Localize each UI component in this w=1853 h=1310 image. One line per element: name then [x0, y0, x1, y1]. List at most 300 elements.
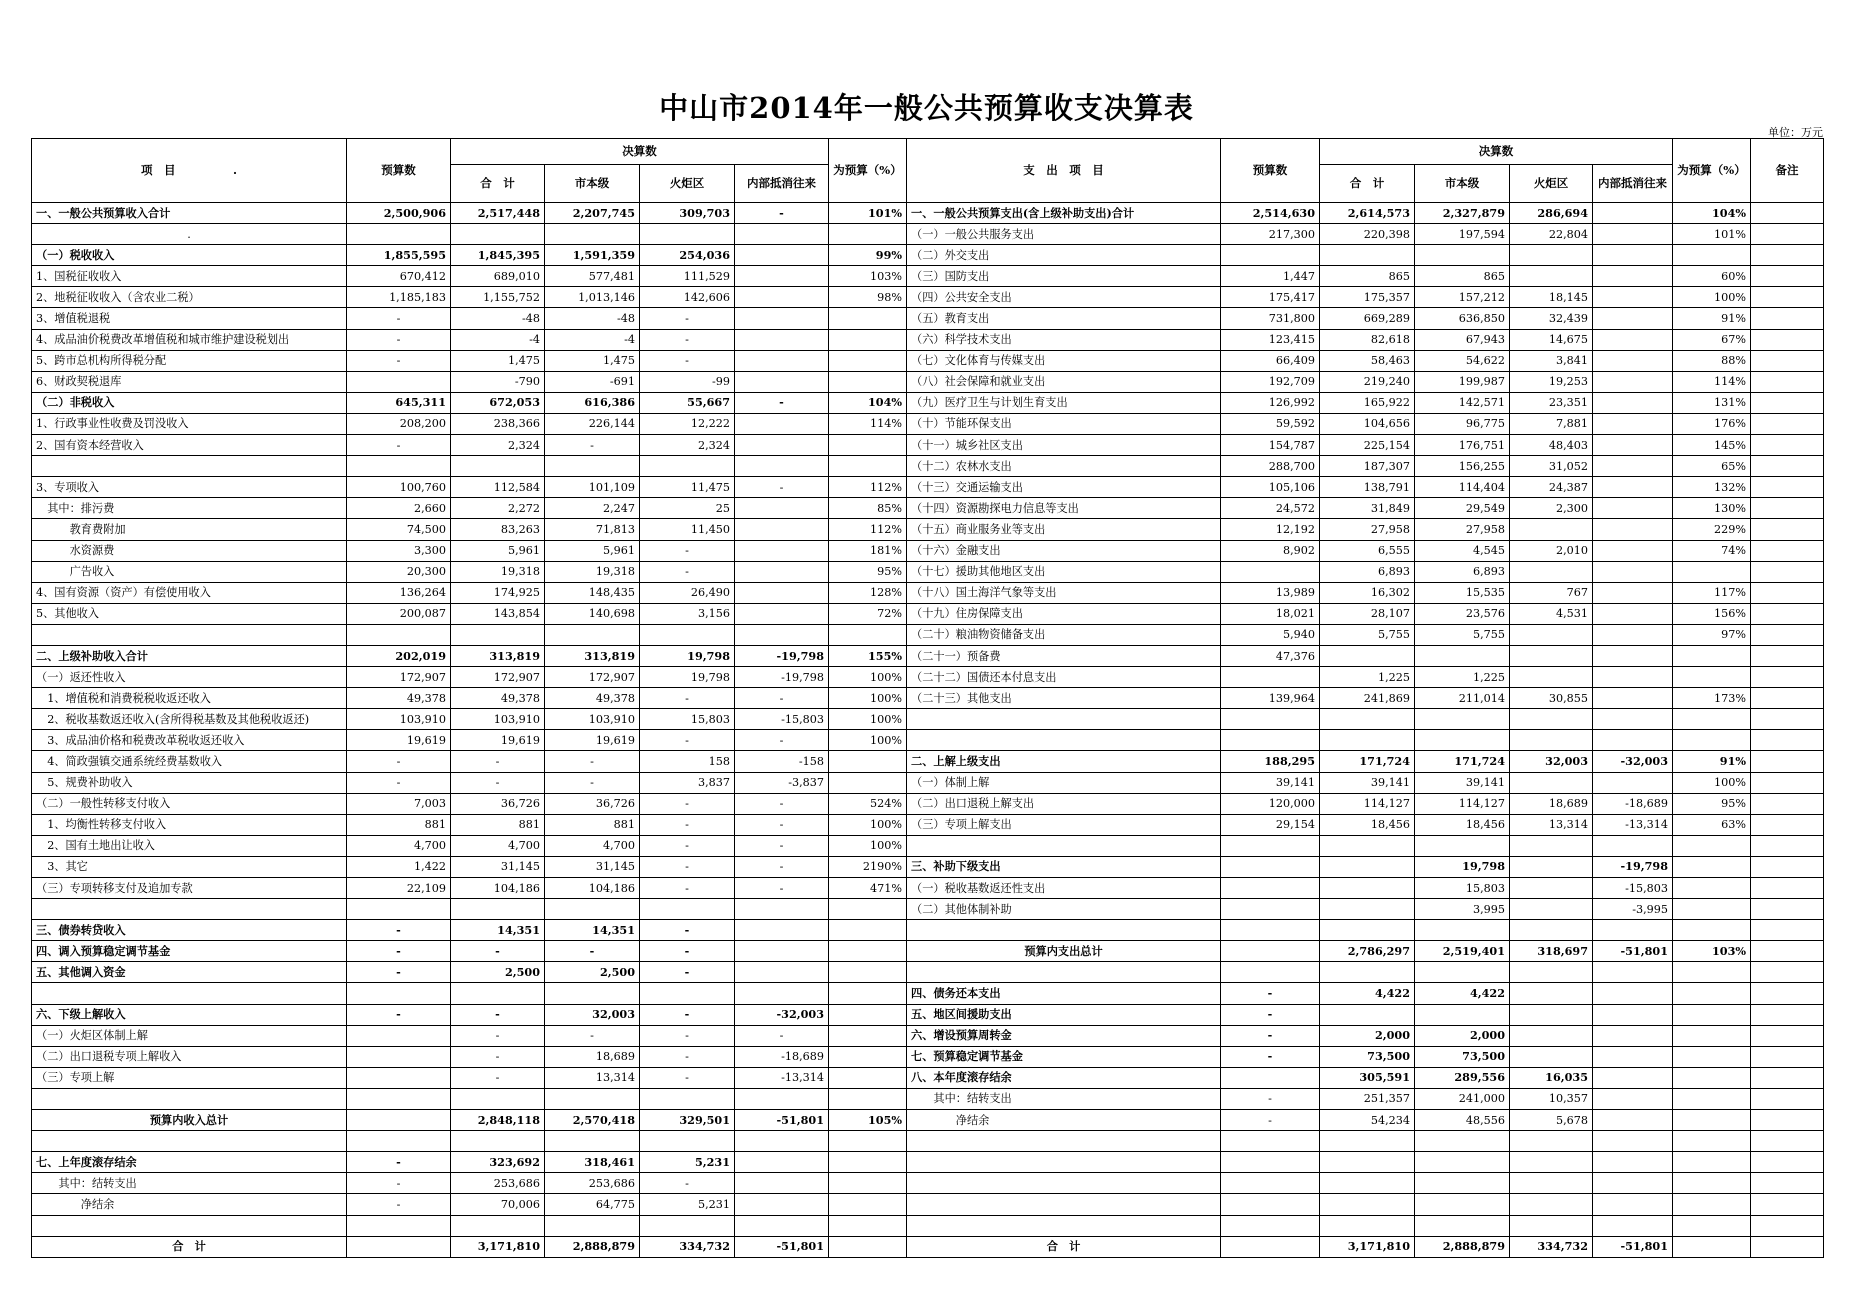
expense-item: （二）外交支出 — [907, 245, 1221, 266]
income-internal — [735, 941, 829, 962]
income-item: 6、财政契税退库 — [32, 371, 347, 392]
expense-item: （八）社会保障和就业支出 — [907, 371, 1221, 392]
header-exp-final: 决算数 — [1320, 139, 1673, 165]
income-city: 49,378 — [545, 688, 640, 709]
expense-budget: - — [1221, 983, 1320, 1004]
income-city — [545, 1088, 640, 1109]
expense-total: 104,656 — [1320, 413, 1415, 434]
income-internal: - — [735, 730, 829, 751]
income-item: 其中：排污费 — [32, 498, 347, 519]
expense-total: 39,141 — [1320, 772, 1415, 793]
income-city: 2,570,418 — [545, 1110, 640, 1131]
income-item: 水资源费 — [32, 540, 347, 561]
income-torch — [640, 1088, 735, 1109]
income-budget: - — [347, 435, 451, 456]
expense-internal: -32,003 — [1593, 751, 1673, 772]
income-total: 2,848,118 — [451, 1110, 545, 1131]
income-total: - — [451, 1067, 545, 1088]
income-ratio: 104% — [829, 392, 907, 413]
income-item: （一）返还性收入 — [32, 667, 347, 688]
table-row — [32, 203, 1824, 224]
income-internal: -18,689 — [735, 1046, 829, 1067]
income-internal: -19,798 — [735, 667, 829, 688]
income-city — [545, 456, 640, 477]
expense-item: （二）出口退税上解支出 — [907, 793, 1221, 814]
expense-torch — [1510, 835, 1593, 856]
expense-ratio — [1673, 856, 1751, 877]
income-city: 2,207,745 — [545, 203, 640, 224]
income-item: 2、税收基数返还收入(含所得税基数及其他税收返还) — [32, 709, 347, 730]
income-total — [451, 1088, 545, 1109]
expense-note — [1751, 667, 1824, 688]
income-total: 19,318 — [451, 561, 545, 582]
expense-budget: 154,787 — [1221, 435, 1320, 456]
table-row — [32, 793, 1824, 814]
income-item: 4、简政强镇交通系统经费基数收入 — [32, 751, 347, 772]
expense-city — [1415, 1173, 1510, 1194]
expense-item — [907, 1152, 1221, 1173]
income-item — [32, 899, 347, 920]
expense-total — [1320, 1173, 1415, 1194]
expense-ratio: 88% — [1673, 350, 1751, 371]
income-total: 672,053 — [451, 392, 545, 413]
expense-note — [1751, 287, 1824, 308]
expense-internal — [1593, 1088, 1673, 1109]
expense-city: 865 — [1415, 266, 1510, 287]
income-total: 143,854 — [451, 603, 545, 624]
income-total: 1,155,752 — [451, 287, 545, 308]
table-row — [32, 1131, 1824, 1152]
income-torch: - — [640, 730, 735, 751]
income-budget: - — [347, 1173, 451, 1194]
expense-item: （十二）农林水支出 — [907, 456, 1221, 477]
income-total: 2,500 — [451, 962, 545, 983]
expense-torch: 24,387 — [1510, 477, 1593, 498]
income-ratio: 112% — [829, 477, 907, 498]
income-internal: -13,314 — [735, 1067, 829, 1088]
expense-city — [1415, 962, 1510, 983]
income-ratio — [829, 435, 907, 456]
expense-item — [907, 962, 1221, 983]
income-city: - — [545, 1025, 640, 1046]
expense-total — [1320, 835, 1415, 856]
income-item — [32, 624, 347, 645]
header-exp-torch: 火炬区 — [1510, 165, 1593, 203]
expense-torch — [1510, 1215, 1593, 1236]
expense-budget: 18,021 — [1221, 603, 1320, 624]
expense-internal — [1593, 245, 1673, 266]
income-item — [32, 1088, 347, 1109]
expense-city: 2,000 — [1415, 1025, 1510, 1046]
income-budget: - — [347, 1194, 451, 1215]
expense-ratio: 114% — [1673, 371, 1751, 392]
expense-internal — [1593, 456, 1673, 477]
income-item: 五、其他调入资金 — [32, 962, 347, 983]
income-ratio: 103% — [829, 266, 907, 287]
header-exp-internal: 内部抵消往来 — [1593, 165, 1673, 203]
income-city: - — [545, 941, 640, 962]
expense-ratio — [1673, 1004, 1751, 1025]
expense-budget — [1221, 1152, 1320, 1173]
expense-torch — [1510, 1046, 1593, 1067]
income-item: 2、国有土地出让收入 — [32, 835, 347, 856]
income-torch: - — [640, 1067, 735, 1088]
expense-item — [907, 709, 1221, 730]
expense-internal — [1593, 1004, 1673, 1025]
expense-item: （十四）资源勘探电力信息等支出 — [907, 498, 1221, 519]
table-row — [32, 941, 1824, 962]
income-total — [451, 456, 545, 477]
income-internal — [735, 1152, 829, 1173]
table-row — [32, 1236, 1824, 1257]
income-ratio: 100% — [829, 709, 907, 730]
expense-ratio: 229% — [1673, 519, 1751, 540]
expense-total: 2,786,297 — [1320, 941, 1415, 962]
income-total: 19,619 — [451, 730, 545, 751]
income-ratio — [829, 1173, 907, 1194]
expense-total — [1320, 920, 1415, 941]
income-torch — [640, 1215, 735, 1236]
expense-torch: 4,531 — [1510, 603, 1593, 624]
expense-item: （二）其他体制补助 — [907, 899, 1221, 920]
expense-ratio — [1673, 645, 1751, 666]
income-ratio — [829, 1194, 907, 1215]
expense-torch: 19,253 — [1510, 371, 1593, 392]
expense-item: （二十二）国债还本付息支出 — [907, 667, 1221, 688]
income-budget — [347, 1110, 451, 1131]
expense-ratio: 117% — [1673, 582, 1751, 603]
expense-item: 合 计 — [907, 1236, 1221, 1257]
expense-torch — [1510, 730, 1593, 751]
income-internal — [735, 224, 829, 245]
income-item: 四、调入预算稳定调节基金 — [32, 941, 347, 962]
header-exp-item: 支 出 项 目 — [907, 139, 1221, 203]
income-internal: - — [735, 688, 829, 709]
expense-city — [1415, 1152, 1510, 1173]
expense-torch — [1510, 878, 1593, 899]
income-internal: -3,837 — [735, 772, 829, 793]
income-total — [451, 1131, 545, 1152]
expense-budget — [1221, 561, 1320, 582]
income-budget: 20,300 — [347, 561, 451, 582]
expense-ratio — [1673, 730, 1751, 751]
income-item: 预算内收入总计 — [32, 1110, 347, 1131]
expense-note — [1751, 1110, 1824, 1131]
income-torch: - — [640, 941, 735, 962]
expense-ratio: 132% — [1673, 477, 1751, 498]
income-city: 19,318 — [545, 561, 640, 582]
expense-total: 1,225 — [1320, 667, 1415, 688]
header-torch: 火炬区 — [640, 165, 735, 203]
income-ratio: 101% — [829, 203, 907, 224]
expense-total: 305,591 — [1320, 1067, 1415, 1088]
income-item — [32, 1215, 347, 1236]
expense-total: 241,869 — [1320, 688, 1415, 709]
income-city: 226,144 — [545, 413, 640, 434]
expense-torch — [1510, 709, 1593, 730]
income-city: 14,351 — [545, 920, 640, 941]
income-total — [451, 224, 545, 245]
expense-torch — [1510, 667, 1593, 688]
expense-torch: 13,314 — [1510, 814, 1593, 835]
expense-city: 23,576 — [1415, 603, 1510, 624]
expense-torch: 7,881 — [1510, 413, 1593, 434]
expense-ratio: 60% — [1673, 266, 1751, 287]
income-internal — [735, 350, 829, 371]
expense-item: 一、一般公共预算支出(含上级补助支出)合计 — [907, 203, 1221, 224]
expense-budget — [1221, 941, 1320, 962]
expense-total: 73,500 — [1320, 1046, 1415, 1067]
income-internal: -158 — [735, 751, 829, 772]
expense-city: 4,545 — [1415, 540, 1510, 561]
expense-total: 58,463 — [1320, 350, 1415, 371]
income-budget — [347, 456, 451, 477]
expense-ratio: 91% — [1673, 308, 1751, 329]
income-city — [545, 624, 640, 645]
expense-ratio: 100% — [1673, 287, 1751, 308]
expense-torch — [1510, 1152, 1593, 1173]
expense-budget — [1221, 856, 1320, 877]
income-item: 1、国税征收收入 — [32, 266, 347, 287]
expense-city: 29,549 — [1415, 498, 1510, 519]
expense-note — [1751, 371, 1824, 392]
income-ratio — [829, 371, 907, 392]
expense-budget: 47,376 — [1221, 645, 1320, 666]
expense-budget — [1221, 1215, 1320, 1236]
expense-ratio: 173% — [1673, 688, 1751, 709]
expense-budget: 192,709 — [1221, 371, 1320, 392]
table-row — [32, 814, 1824, 835]
income-ratio: 95% — [829, 561, 907, 582]
expense-internal — [1593, 1215, 1673, 1236]
income-item: 2、国有资本经营收入 — [32, 435, 347, 456]
expense-internal — [1593, 413, 1673, 434]
income-ratio — [829, 983, 907, 1004]
income-budget: - — [347, 1152, 451, 1173]
expense-item: （五）教育支出 — [907, 308, 1221, 329]
income-budget — [347, 1046, 451, 1067]
expense-ratio — [1673, 1131, 1751, 1152]
expense-city: 114,404 — [1415, 477, 1510, 498]
table-row — [32, 730, 1824, 751]
expense-city: 199,987 — [1415, 371, 1510, 392]
expense-city: 54,622 — [1415, 350, 1510, 371]
table-row — [32, 266, 1824, 287]
expense-torch: 286,694 — [1510, 203, 1593, 224]
expense-total: 31,849 — [1320, 498, 1415, 519]
expense-torch — [1510, 1131, 1593, 1152]
income-internal: -51,801 — [735, 1236, 829, 1257]
income-city: -691 — [545, 371, 640, 392]
income-ratio — [829, 751, 907, 772]
income-budget: 881 — [347, 814, 451, 835]
expense-torch — [1510, 266, 1593, 287]
expense-city: 114,127 — [1415, 793, 1510, 814]
expense-budget: 66,409 — [1221, 350, 1320, 371]
income-ratio — [829, 1236, 907, 1257]
income-city: - — [545, 751, 640, 772]
income-budget: 136,264 — [347, 582, 451, 603]
income-internal: - — [735, 814, 829, 835]
expense-item: 其中：结转支出 — [907, 1088, 1221, 1109]
income-torch — [640, 456, 735, 477]
income-torch: - — [640, 814, 735, 835]
income-internal: - — [735, 878, 829, 899]
income-total: 49,378 — [451, 688, 545, 709]
income-ratio: 181% — [829, 540, 907, 561]
expense-note — [1751, 856, 1824, 877]
income-budget: 2,660 — [347, 498, 451, 519]
expense-total — [1320, 1131, 1415, 1152]
table-row — [32, 1110, 1824, 1131]
income-budget: 202,019 — [347, 645, 451, 666]
income-torch: - — [640, 308, 735, 329]
expense-total: 82,618 — [1320, 329, 1415, 350]
income-item: （二）非税收入 — [32, 392, 347, 413]
income-budget: 172,907 — [347, 667, 451, 688]
expense-city — [1415, 645, 1510, 666]
income-budget: 670,412 — [347, 266, 451, 287]
expense-internal — [1593, 435, 1673, 456]
expense-note — [1751, 224, 1824, 245]
header-budget: 预算数 — [347, 139, 451, 203]
expense-item: （十七）援助其他地区支出 — [907, 561, 1221, 582]
table-row — [32, 224, 1824, 245]
income-budget — [347, 224, 451, 245]
table-row — [32, 772, 1824, 793]
expense-torch — [1510, 561, 1593, 582]
expense-total: 16,302 — [1320, 582, 1415, 603]
expense-total: 4,422 — [1320, 983, 1415, 1004]
expense-torch: 3,841 — [1510, 350, 1593, 371]
expense-total: 251,357 — [1320, 1088, 1415, 1109]
expense-torch: 48,403 — [1510, 435, 1593, 456]
income-ratio — [829, 1067, 907, 1088]
income-total — [451, 983, 545, 1004]
expense-total — [1320, 1152, 1415, 1173]
income-torch — [640, 624, 735, 645]
expense-budget: - — [1221, 1088, 1320, 1109]
income-torch: - — [640, 962, 735, 983]
income-torch: 55,667 — [640, 392, 735, 413]
income-item: 1、均衡性转移支付收入 — [32, 814, 347, 835]
table-row — [32, 582, 1824, 603]
expense-note — [1751, 435, 1824, 456]
income-ratio: 100% — [829, 667, 907, 688]
income-torch: - — [640, 561, 735, 582]
expense-ratio — [1673, 245, 1751, 266]
income-ratio: 100% — [829, 688, 907, 709]
table-row — [32, 287, 1824, 308]
expense-item — [907, 1215, 1221, 1236]
expense-total: 187,307 — [1320, 456, 1415, 477]
income-torch: -99 — [640, 371, 735, 392]
income-internal: - — [735, 477, 829, 498]
expense-budget: 126,992 — [1221, 392, 1320, 413]
income-ratio: 105% — [829, 1110, 907, 1131]
income-city: - — [545, 772, 640, 793]
expense-budget — [1221, 1173, 1320, 1194]
expense-note — [1751, 730, 1824, 751]
expense-note — [1751, 793, 1824, 814]
expense-city — [1415, 920, 1510, 941]
expense-torch: 22,804 — [1510, 224, 1593, 245]
expense-total — [1320, 1215, 1415, 1236]
income-torch: - — [640, 688, 735, 709]
income-city: 31,145 — [545, 856, 640, 877]
expense-total: 6,555 — [1320, 540, 1415, 561]
income-ratio: 100% — [829, 835, 907, 856]
expense-note — [1751, 1025, 1824, 1046]
expense-internal — [1593, 266, 1673, 287]
expense-internal: -18,689 — [1593, 793, 1673, 814]
expense-city: 142,571 — [1415, 392, 1510, 413]
expense-ratio — [1673, 962, 1751, 983]
expense-total — [1320, 962, 1415, 983]
expense-torch: 23,351 — [1510, 392, 1593, 413]
income-internal — [735, 435, 829, 456]
income-torch — [640, 1131, 735, 1152]
expense-item: 三、补助下级支出 — [907, 856, 1221, 877]
income-city: 172,907 — [545, 667, 640, 688]
income-total: 14,351 — [451, 920, 545, 941]
expense-note — [1751, 645, 1824, 666]
expense-note — [1751, 878, 1824, 899]
expense-note — [1751, 1152, 1824, 1173]
income-item: 4、国有资源（资产）有偿使用收入 — [32, 582, 347, 603]
income-internal — [735, 308, 829, 329]
income-internal — [735, 920, 829, 941]
expense-budget — [1221, 1194, 1320, 1215]
expense-torch — [1510, 1194, 1593, 1215]
expense-torch — [1510, 1173, 1593, 1194]
expense-item: （二十一）预备费 — [907, 645, 1221, 666]
income-internal — [735, 287, 829, 308]
income-torch: 329,501 — [640, 1110, 735, 1131]
income-total: 36,726 — [451, 793, 545, 814]
expense-torch: 32,003 — [1510, 751, 1593, 772]
income-budget: - — [347, 1004, 451, 1025]
expense-item — [907, 1194, 1221, 1215]
income-budget: 49,378 — [347, 688, 451, 709]
expense-note — [1751, 1004, 1824, 1025]
income-internal — [735, 1131, 829, 1152]
table-row — [32, 413, 1824, 434]
income-budget: 645,311 — [347, 392, 451, 413]
income-city — [545, 983, 640, 1004]
income-total: 5,961 — [451, 540, 545, 561]
expense-budget: 120,000 — [1221, 793, 1320, 814]
expense-torch — [1510, 899, 1593, 920]
income-total: 174,925 — [451, 582, 545, 603]
expense-internal — [1593, 667, 1673, 688]
income-torch: 2,324 — [640, 435, 735, 456]
expense-total: 225,154 — [1320, 435, 1415, 456]
income-budget: - — [347, 308, 451, 329]
income-item: （三）专项上解 — [32, 1067, 347, 1088]
income-torch: - — [640, 856, 735, 877]
expense-note — [1751, 203, 1824, 224]
income-torch — [640, 224, 735, 245]
expense-city: 1,225 — [1415, 667, 1510, 688]
income-ratio — [829, 308, 907, 329]
expense-city: 73,500 — [1415, 1046, 1510, 1067]
table-row — [32, 1215, 1824, 1236]
expense-note — [1751, 561, 1824, 582]
income-total: - — [451, 1004, 545, 1025]
income-city: 148,435 — [545, 582, 640, 603]
income-internal: - — [735, 835, 829, 856]
